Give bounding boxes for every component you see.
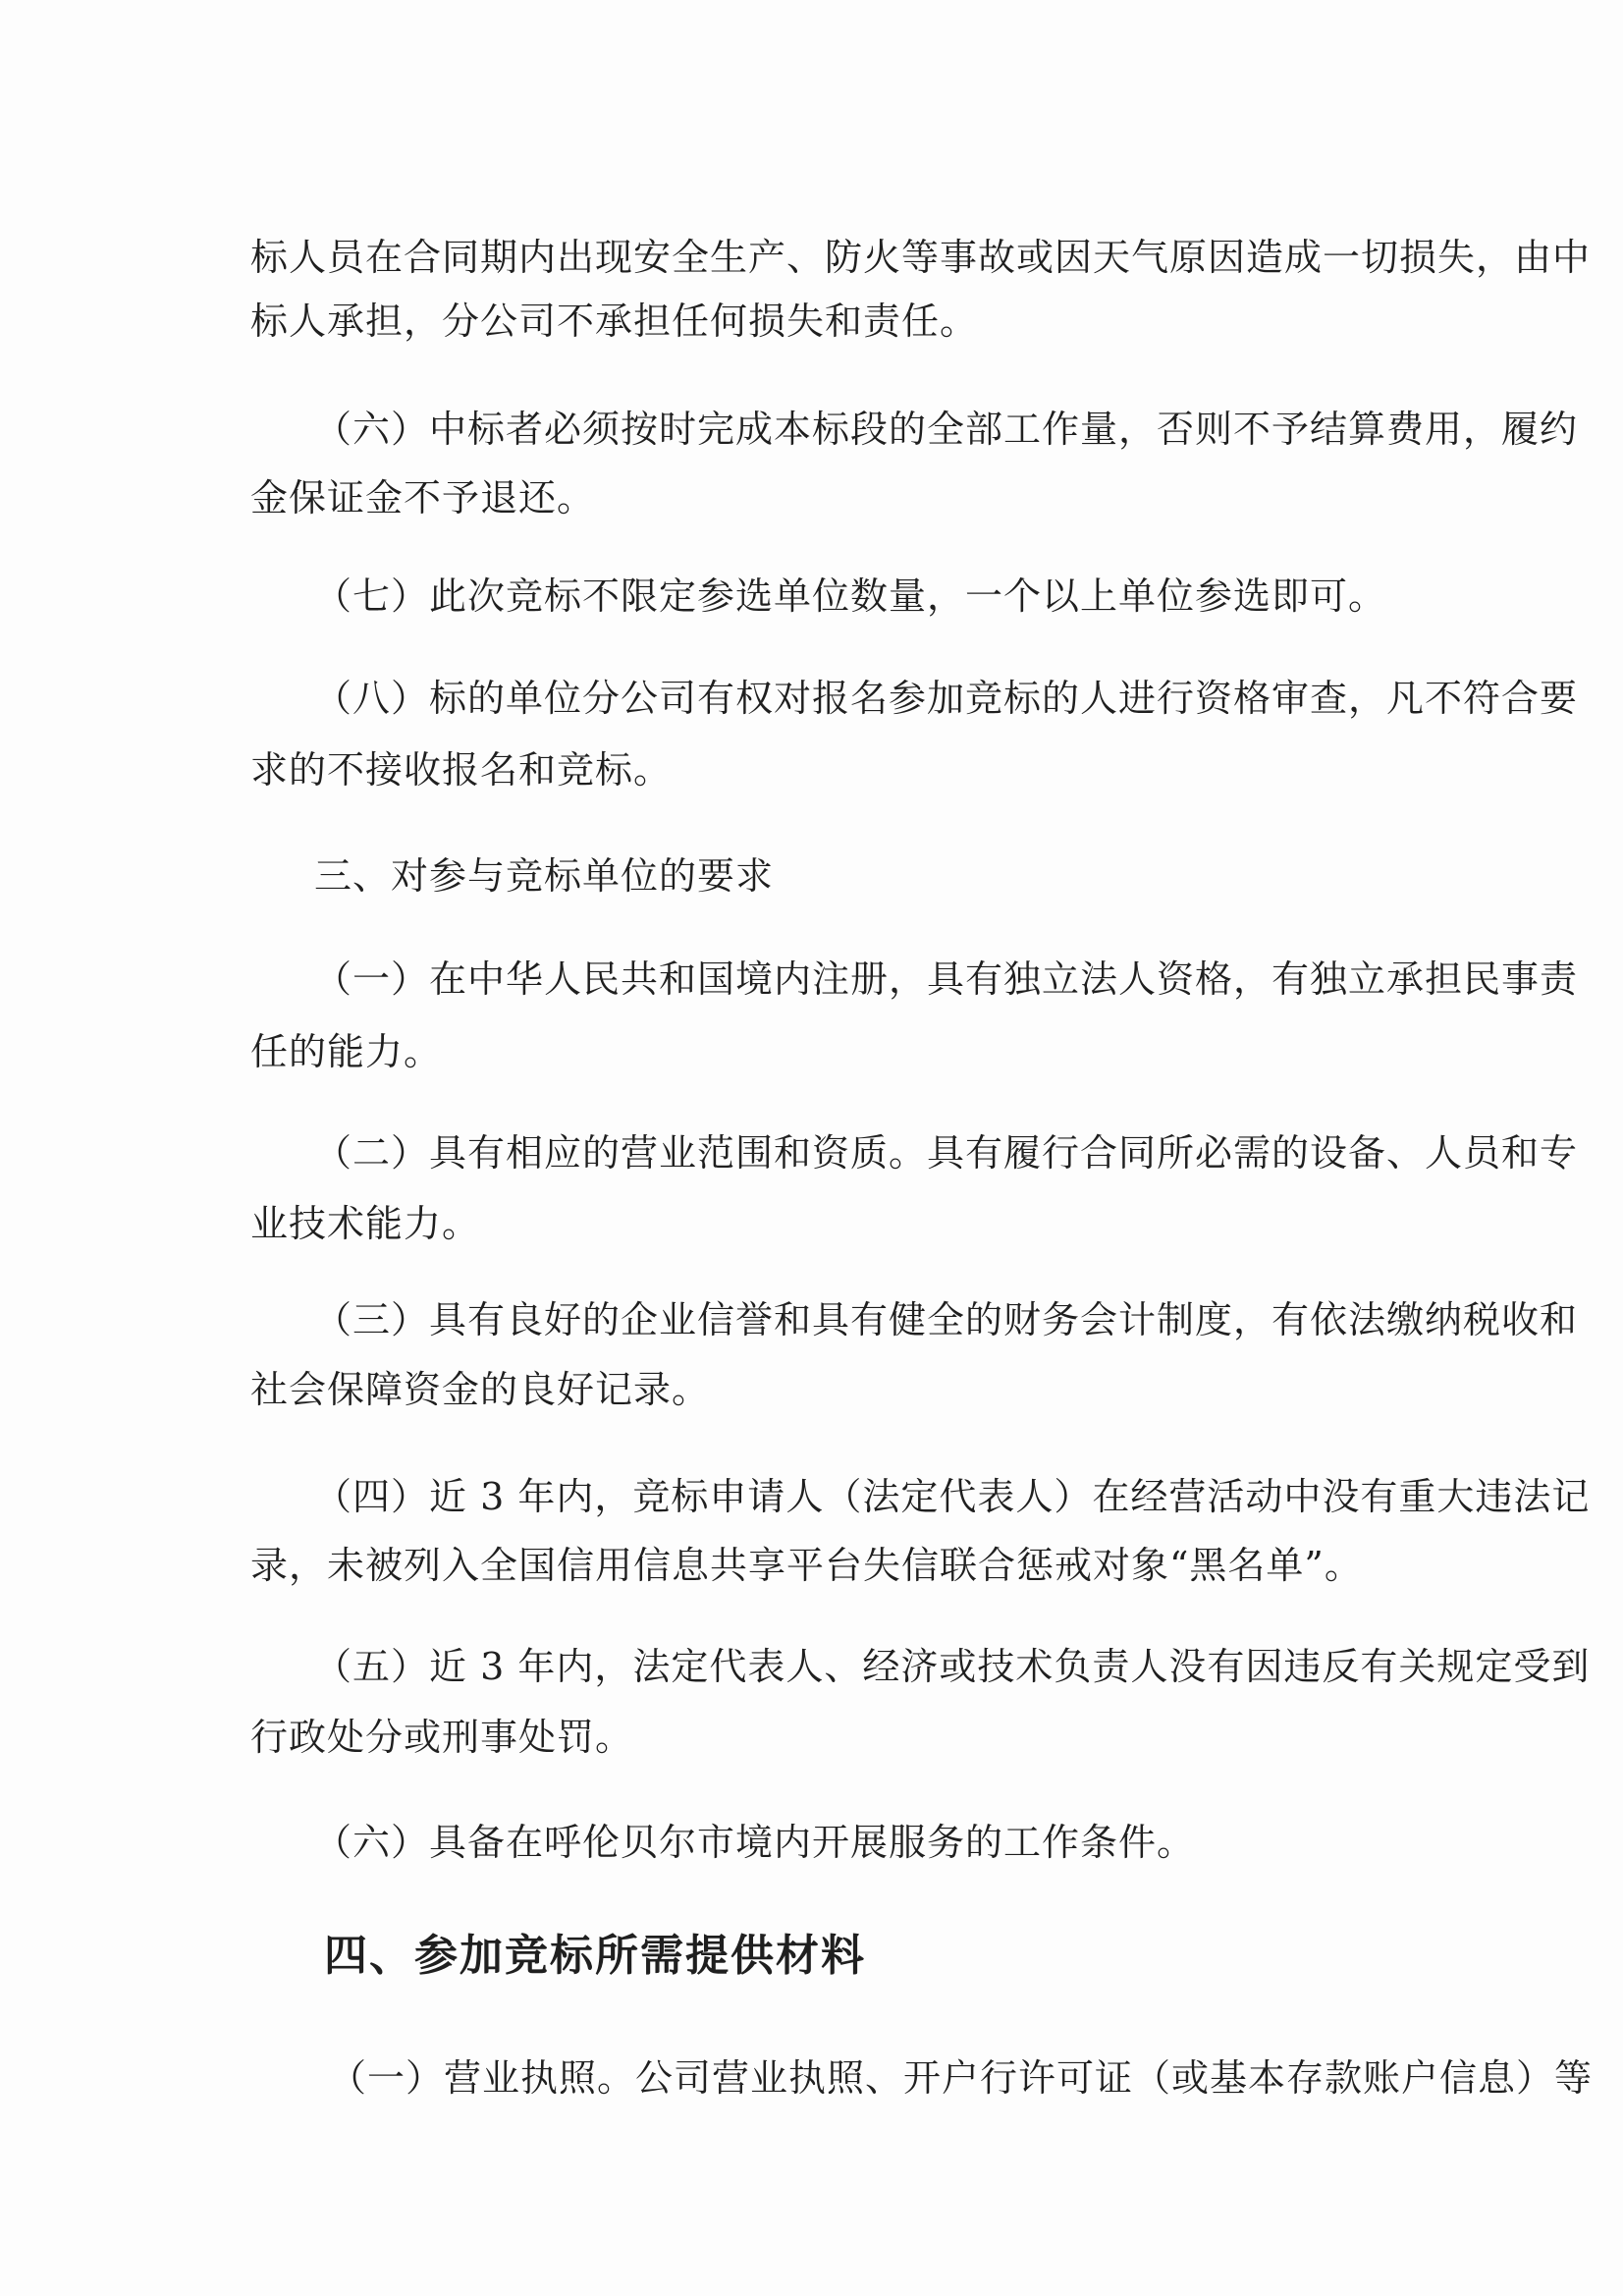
clause-8-line-1: （八）标的单位分公司有权对报名参加竞标的人进行资格审查，凡不符合要	[314, 677, 1579, 720]
clause-6-line-1: （六）中标者必须按时完成本标段的全部工作量，否则不予结算费用，履约	[314, 408, 1579, 451]
clause-7-line-1: （七）此次竞标不限定参选单位数量，一个以上单位参选即可。	[314, 574, 1387, 618]
requirement-2-line-1: （二）具有相应的营业范围和资质。具有履行合同所必需的设备、人员和专	[314, 1131, 1579, 1175]
requirement-5-line-2: 行政处分或刑事处罚。	[250, 1716, 634, 1759]
clause-5-line-2: 标人承担，分公司不承担任何损失和责任。	[250, 300, 979, 343]
requirement-1-line-2: 任的能力。	[250, 1030, 443, 1073]
requirement-2-line-2: 业技术能力。	[250, 1202, 481, 1245]
requirement-5-line-1: （五）近 3 年内，法定代表人、经济或技术负责人没有因违反有关规定受到	[314, 1645, 1591, 1688]
requirement-6-line-1: （六）具备在呼伦贝尔市境内开展服务的工作条件。	[314, 1821, 1196, 1864]
requirement-1-line-1: （一）在中华人民共和国境内注册，具有独立法人资格，有独立承担民事责	[314, 957, 1579, 1001]
material-1-line-1: （一）营业执照。公司营业执照、开户行许可证（或基本存款账户信息）等	[329, 2056, 1594, 2100]
clause-6-line-2: 金保证金不予退还。	[250, 476, 596, 519]
section-3-heading: 三、对参与竞标单位的要求	[314, 854, 775, 898]
requirement-4-line-1: （四）近 3 年内，竞标申请人（法定代表人）在经营活动中没有重大违法记	[314, 1475, 1591, 1518]
clause-5-line-1: 标人员在合同期内出现安全生产、防火等事故或因天气原因造成一切损失，由中	[250, 236, 1592, 279]
clause-8-line-2: 求的不接收报名和竞标。	[250, 748, 673, 792]
requirement-4-line-2: 录，未被列入全国信用信息共享平台失信联合惩戒对象“黑名单”。	[250, 1544, 1363, 1587]
section-4-heading: 四、参加竞标所需提供材料	[324, 1931, 866, 1981]
requirement-3-line-1: （三）具有良好的企业信誉和具有健全的财务会计制度，有依法缴纳税收和	[314, 1298, 1579, 1341]
requirement-3-line-2: 社会保障资金的良好记录。	[250, 1368, 711, 1411]
